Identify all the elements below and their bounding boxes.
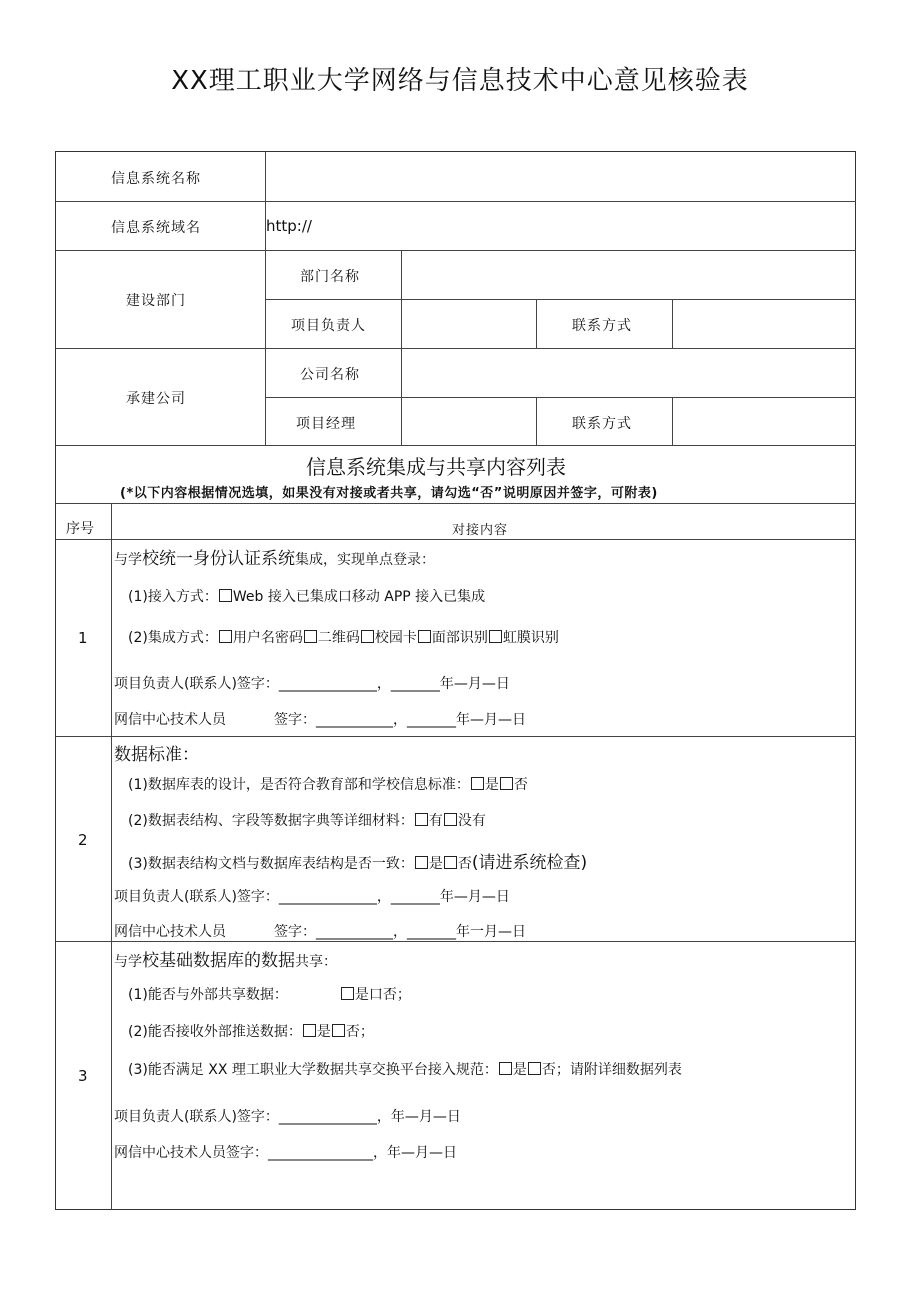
- checkbox[interactable]: [500, 777, 513, 790]
- option-label: 面部识别: [431, 630, 488, 646]
- option-label: 校园卡: [374, 630, 417, 646]
- divider: [56, 539, 856, 540]
- divider: [536, 299, 537, 348]
- dictionary-check-line: [128, 810, 486, 830]
- tech-staff-label: 网信中心技术人员: [114, 712, 226, 728]
- signature-line[interactable]: 项目负责人(联系人)签字：______________，_______年—月—日: [114, 676, 510, 692]
- system-name-label: 信息系统名称: [111, 171, 201, 187]
- checkbox[interactable]: [415, 856, 428, 869]
- divider: [56, 348, 856, 349]
- row-heading: [114, 946, 337, 971]
- divider: [265, 152, 266, 445]
- divider: [56, 503, 856, 504]
- heading-pre: 与学: [114, 552, 142, 568]
- divider: [56, 736, 856, 737]
- checkbox[interactable]: [418, 630, 431, 643]
- dept-name-label: 部门名称: [300, 269, 360, 285]
- yes-label: 是: [316, 1024, 331, 1040]
- checkbox[interactable]: [444, 856, 457, 869]
- checkbox[interactable]: [489, 630, 502, 643]
- tech-signature-blank: 签字：___________，_______年一月—日: [274, 924, 526, 940]
- question-text: (1)能否与外部共享数据：: [128, 987, 288, 1003]
- tech-staff-label: 网信中心技术人员: [114, 924, 226, 940]
- heading-emphasis: 校统一身份认证系统: [142, 549, 295, 569]
- verification-table: [55, 151, 856, 1210]
- checkbox[interactable]: [471, 777, 484, 790]
- question-text: (2)能否接收外部推送数据：: [128, 1024, 302, 1040]
- option-label: 虹膜识别: [502, 630, 559, 646]
- signature-line[interactable]: 项目负责人(联系人)签字：______________，年—月—日: [114, 1109, 461, 1125]
- contact-label: 联系方式: [572, 318, 632, 334]
- check-instruction: (请进系统检查): [471, 853, 588, 873]
- heading-emphasis: 校基础数据库的数据: [142, 951, 295, 971]
- divider: [56, 201, 856, 202]
- checkbox[interactable]: [528, 1062, 541, 1075]
- question-text: (2)数据表结构、字段等数据字典等详细材料：: [128, 813, 414, 829]
- checkbox[interactable]: [415, 813, 428, 826]
- question-text: (3)数据表结构文档与数据库表结构是否一致：: [128, 856, 414, 872]
- checkbox[interactable]: [219, 630, 232, 643]
- section-title: 信息系统集成与共享内容列表: [306, 455, 566, 479]
- heading-post: 共享：: [295, 954, 337, 970]
- divider: [111, 503, 112, 1210]
- option-label: 二维码: [317, 630, 360, 646]
- col-header-content: 对接内容: [452, 523, 509, 538]
- no-label: 否；请附详细数据列表: [541, 1062, 682, 1078]
- yes-label: 是: [428, 856, 443, 872]
- question-text: (3)能否满足 XX 理工职业大学数据共享交换平台接入规范：: [128, 1062, 498, 1078]
- nohave-label: 没有: [457, 813, 486, 829]
- checkbox[interactable]: [332, 1024, 345, 1037]
- divider: [536, 397, 537, 445]
- signature-line[interactable]: 项目负责人(联系人)签字：______________，_______年—月—日: [114, 889, 510, 905]
- checkbox[interactable]: [219, 589, 232, 602]
- section-note: (*以下内容根据情况选填，如果没有对接或者共享，请勾选“否”说明原因并签字，可附表): [120, 486, 658, 501]
- col-header-num: 序号: [66, 521, 94, 537]
- have-label: 有: [428, 813, 443, 829]
- no-label: 否: [457, 856, 472, 872]
- checkbox[interactable]: [303, 1024, 316, 1037]
- row-heading: 数据标准：: [114, 745, 199, 765]
- checkbox[interactable]: [304, 630, 317, 643]
- tech-signature-line[interactable]: 网信中心技术人员签字：_______________，年—月—日: [114, 1145, 457, 1161]
- heading-pre: 与学: [114, 954, 142, 970]
- options-text: 是口否；: [354, 987, 411, 1003]
- tech-signature-line[interactable]: [114, 709, 526, 729]
- checkbox[interactable]: [341, 987, 354, 1000]
- checkbox[interactable]: [444, 813, 457, 826]
- divider: [56, 445, 856, 446]
- integration-method-label: (2)集成方式：: [128, 630, 218, 646]
- share-check-line: [128, 984, 411, 1004]
- divider: [56, 250, 856, 251]
- divider: [265, 299, 856, 300]
- row-num: 3: [78, 1067, 88, 1085]
- platform-check-line: [128, 1059, 682, 1079]
- page-title: XX理工职业大学网络与信息技术中心意见核验表: [171, 66, 749, 96]
- option-label: 用户名密码: [232, 630, 303, 646]
- access-method-options: Web 接入已集成口移动 APP 接入已集成: [232, 589, 486, 605]
- access-method-line: [128, 586, 485, 606]
- yes-label: 是: [484, 777, 499, 793]
- question-text: (1)数据库表的设计，是否符合教育部和学校信息标准：: [128, 777, 470, 793]
- contractor-label: 承建公司: [126, 391, 186, 407]
- domain-label: 信息系统域名: [111, 220, 201, 236]
- company-name-label: 公司名称: [300, 367, 360, 383]
- tech-signature-blank: 签字：___________，_______年—月—日: [274, 712, 526, 728]
- no-label: 否: [513, 777, 528, 793]
- receive-check-line: [128, 1021, 374, 1041]
- divider: [672, 397, 673, 445]
- project-manager-label: 项目经理: [296, 416, 356, 432]
- contact-label: 联系方式: [572, 416, 632, 432]
- integration-method-line: [128, 627, 559, 647]
- divider: [672, 299, 673, 348]
- yes-label: 是: [512, 1062, 527, 1078]
- standard-check-line: [128, 774, 528, 794]
- domain-field[interactable]: http://: [266, 217, 312, 235]
- divider: [265, 397, 856, 398]
- build-dept-label: 建设部门: [126, 293, 186, 309]
- row-num: 2: [78, 831, 88, 849]
- consistency-check-line: [128, 848, 587, 873]
- heading-post: 集成，实现单点登录：: [295, 552, 435, 568]
- checkbox[interactable]: [361, 630, 374, 643]
- tech-signature-line[interactable]: [114, 921, 526, 941]
- row-heading: [114, 544, 435, 569]
- no-label: 否；: [345, 1024, 374, 1040]
- access-method-label: (1)接入方式：: [128, 589, 218, 605]
- divider: [56, 941, 856, 942]
- divider: [401, 250, 402, 445]
- project-lead-label: 项目负责人: [291, 318, 366, 334]
- row-num: 1: [78, 629, 88, 647]
- checkbox[interactable]: [499, 1062, 512, 1075]
